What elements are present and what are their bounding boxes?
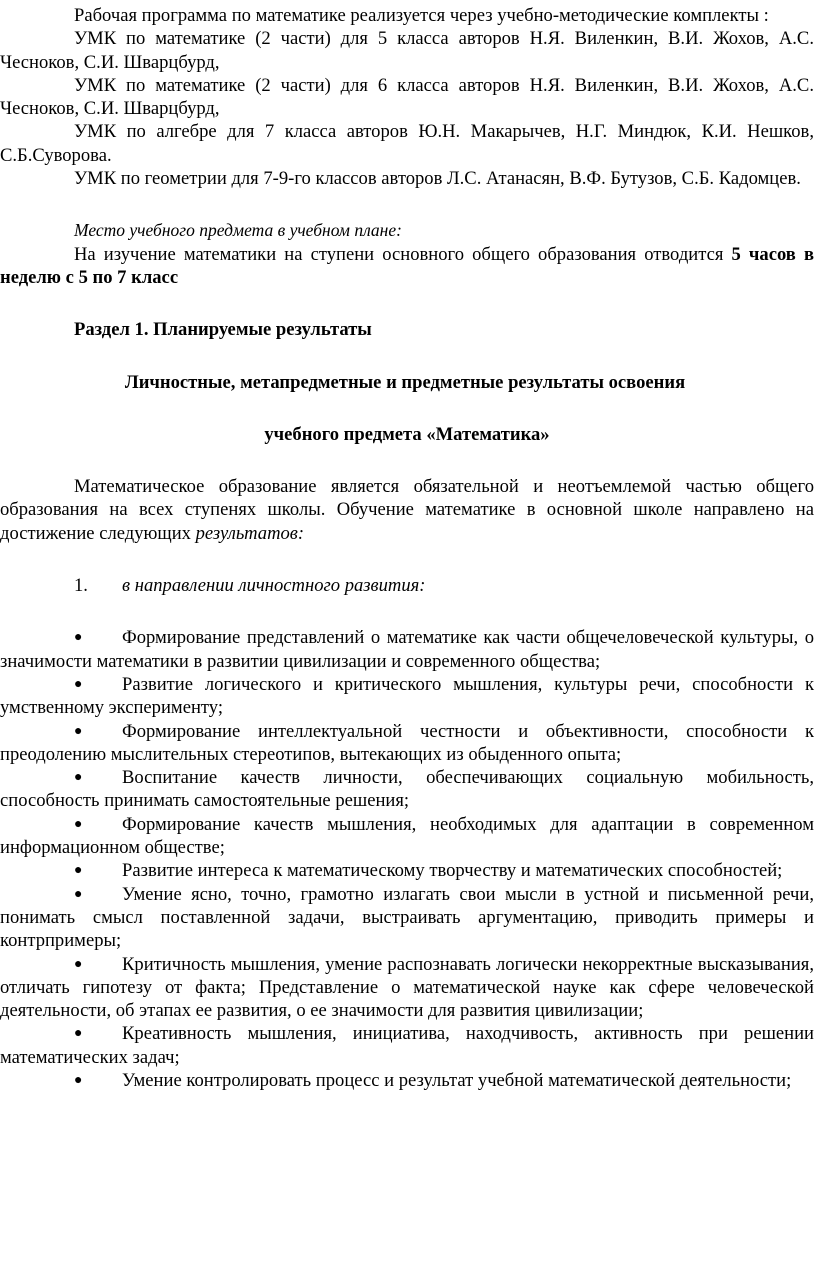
list-number: 1. — [74, 575, 88, 597]
umk-item-geometry: УМК по геометрии для 7-9-го классов авторов Л.С. Атанасян, В.Ф. Бутузов, С.Б. Кадомцев. — [74, 168, 801, 190]
spacer — [0, 597, 814, 626]
place-paragraph — [0, 243, 814, 290]
list-item: ● Критичность мышления, умение распознавать логически некорректные высказывания, отличать гипотезу от факта; Представление о математической науке как сфере человеческой деятельности, об этапах ее развития, о ее значимости для развития цивилизации; — [0, 953, 814, 1022]
umk-item-algebra7: УМК по алгебре для 7 класса авторов Ю.Н. Макарычев, Н.Г. Миндюк, К.И. Нешков, С.Б.Суворова. — [0, 121, 814, 166]
list-heading-text: в направлении личностного развития: — [122, 575, 426, 597]
body-results: результатов: — [195, 522, 305, 544]
intro-paragraph: Рабочая программа по математике реализуется через учебно-методические комплекты : — [74, 5, 769, 26]
spacer — [0, 545, 814, 574]
umk-item-grade6: УМК по математике (2 части) для 6 класса авторов Н.Я. Виленкин, В.И. Жохов, А.С. Чесноков, С.И. Шварцбурд, — [0, 74, 814, 120]
place-text: На изучение математики на ступени основного общего образования отводится — [74, 243, 732, 265]
list-heading — [0, 574, 814, 597]
list-item: ● Развитие логического и критического мышления, культуры речи, способности к умственному эксперименту; — [0, 673, 814, 719]
bullet-icon: ● — [74, 956, 83, 972]
bullet-icon: ● — [74, 770, 83, 786]
bullet-icon: ● — [74, 886, 83, 902]
spacer — [0, 446, 814, 475]
list-item: ● Формирование качеств мышления, необходимых для адаптации в современном информационном обществе; — [0, 813, 814, 859]
body-text: Математическое образование является обязательной и неотъемлемой частью общего образования на всех ступенях школы. Обучение математике в основной школе направлено на достижение следующих — [0, 476, 814, 544]
bullet-icon: ● — [74, 863, 83, 879]
list-item: ● Формирование представлений о математике как части общечеловеческой культуры, о значимости математики в развитии цивилизации и современного общества; — [0, 627, 814, 672]
list-item: ● Развитие интереса к математическому творчеству и математических способностей; — [74, 860, 783, 882]
body-paragraph — [0, 475, 814, 545]
spacer — [0, 394, 814, 423]
list-item: ● Формирование интеллектуальной честности и объективности, способности к преодолению мыслительных стереотипов, вытекающих из обыденного опыта; — [0, 720, 814, 765]
bullet-icon: ● — [74, 1072, 83, 1088]
list-item: ● Умение ясно, точно, грамотно излагать свои мысли в устной и письменной речи, понимать смысл поставленной задачи, выстраивать аргументацию, приводить примеры и контрпримеры; — [0, 883, 814, 952]
place-label: Место учебного предмета в учебном плане: — [74, 220, 402, 241]
section-title: Раздел 1. Планируемые результаты — [74, 319, 372, 341]
bullet-icon: ● — [74, 630, 83, 646]
bullet-list — [0, 626, 814, 1092]
umk-item-grade5: УМК по математике (2 части) для 5 класса авторов Н.Я. Виленкин, В.И. Жохов, А.С. Чесноков, С.И. Шварцбурд, — [0, 28, 814, 73]
bullet-icon: ● — [74, 816, 83, 832]
list-item: ● Воспитание качеств личности, обеспечивающих социальную мобильность, способность принимать самостоятельные решения; — [0, 767, 814, 812]
spacer — [0, 289, 814, 318]
bullet-icon: ● — [74, 676, 83, 692]
spacer — [0, 190, 814, 219]
place-hours: 5 часов в неделю с 5 по 7 класс — [0, 243, 815, 288]
list-item: ● Креативность мышления, инициатива, находчивость, активность при решении математических задач; — [0, 1023, 814, 1068]
list-item: ● Умение контролировать процесс и результат учебной математической деятельности; — [74, 1069, 792, 1091]
section-subtitle-line2: учебного предмета «Математика» — [264, 423, 550, 445]
section-subtitle-line1: Личностные, метапредметные и предметные результаты освоения — [124, 371, 686, 393]
bullet-icon: ● — [74, 723, 83, 739]
spacer — [0, 342, 814, 371]
bullet-icon: ● — [74, 1026, 83, 1042]
